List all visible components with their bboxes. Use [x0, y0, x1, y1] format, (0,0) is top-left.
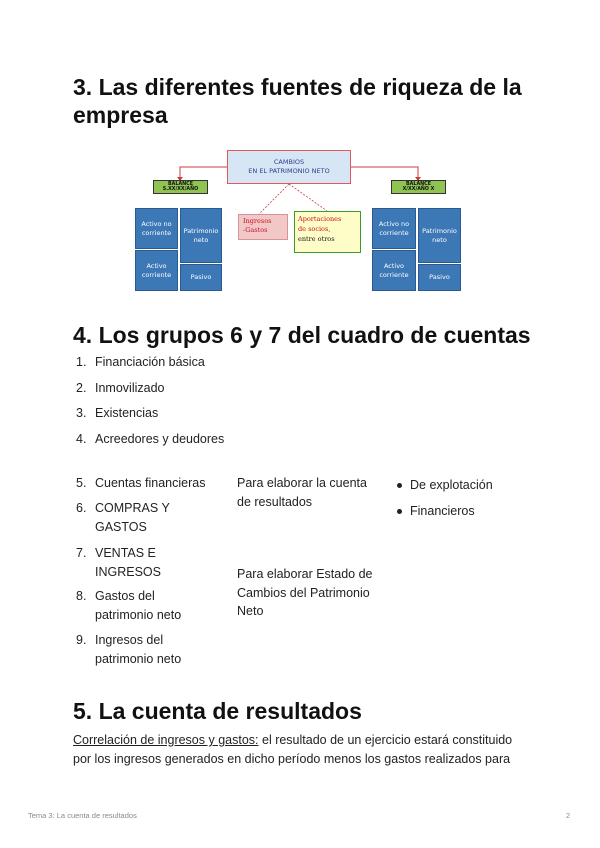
list-item: Financieros	[395, 502, 493, 521]
ingresos-gastos-box	[238, 214, 288, 240]
list-item-text: Ingresos del patrimonio neto	[95, 633, 182, 666]
list-item-number: 5.	[76, 476, 87, 490]
balance-left-label	[153, 180, 208, 194]
page-number: 2	[566, 811, 571, 820]
balance-right-label	[391, 180, 446, 194]
list-item-number: 2.	[76, 381, 87, 395]
left-pn-1: Patrimonio	[183, 226, 219, 235]
ingresos-line-2: -Gastos	[243, 226, 268, 234]
list-item: De explotación	[395, 476, 493, 495]
left-activo-corriente	[135, 250, 178, 291]
right-pasivo-label: Pasivo	[429, 273, 450, 281]
balance-left-line-2: S.XX/XX/AÑO	[162, 187, 199, 192]
list-item-text: Existencias	[95, 406, 159, 420]
balance-right-line-2: X/XX/AÑO X	[402, 187, 435, 192]
right-activo-no-corriente	[372, 208, 416, 249]
balance-right-line-1: BALANCE	[406, 182, 431, 187]
list-item-number: 8.	[76, 589, 87, 603]
resultados-bullets	[395, 476, 493, 528]
left-activo-no-corriente	[135, 208, 178, 249]
list-item-number: 4.	[76, 432, 87, 446]
note-estado-cambios: Para elaborar Estado de Cambios del Patrimonio Neto	[237, 567, 373, 618]
right-pn-1: Patrimonio	[422, 226, 457, 235]
section-5-heading: 5. La cuenta de resultados	[73, 698, 362, 724]
list-item-text: Financiación básica	[95, 355, 205, 369]
list-item-number: 7.	[76, 546, 87, 560]
left-pasivo	[180, 264, 222, 291]
footer-title: Tema 3: La cuenta de resultados	[28, 811, 137, 820]
left-ac-2: corriente	[141, 270, 172, 279]
right-ac-2: corriente	[379, 270, 409, 279]
list-item-number: 3.	[76, 406, 87, 420]
right-anc-2: corriente	[379, 228, 409, 237]
correlacion-term: Correlación de ingresos y gastos:	[73, 733, 259, 747]
list-item-number: 1.	[76, 355, 87, 369]
list-item-text: VENTAS E INGRESOS	[95, 546, 161, 579]
list-item-text: Gastos del patrimonio neto	[95, 589, 182, 622]
note-cuenta-resultados: Para elaborar la cuenta de resultados	[237, 476, 367, 509]
list-item-text: Inmovilizado	[95, 381, 165, 395]
patrimonio-diagram	[135, 148, 465, 296]
ingresos-line-1: Ingresos	[243, 217, 272, 225]
left-pn-2: neto	[193, 235, 209, 244]
center-line-2: EN EL PATRIMONIO NETO	[248, 167, 330, 175]
aport-line-1: Aportaciones	[298, 215, 342, 223]
balance-left-line-1: BALANCE	[168, 182, 193, 187]
aport-line-2: de socios,	[298, 225, 331, 233]
center-line-1: CAMBIOS	[273, 158, 305, 166]
right-pasivo	[418, 264, 461, 291]
correlacion-body: el resultado de un ejercicio estará constituido por los ingresos generados en dicho período menos los gastos realizados para	[73, 733, 513, 766]
section-3-heading: 3. Las diferentes fuentes de riqueza de la empresa	[73, 74, 522, 128]
left-pasivo-label: Pasivo	[190, 273, 212, 281]
right-ac-1: Activo	[383, 261, 405, 270]
list-item-number: 6.	[76, 501, 87, 515]
right-pn-2: neto	[432, 235, 447, 244]
list-item-text: Acreedores y deudores	[95, 432, 225, 446]
list-item-number: 9.	[76, 633, 87, 647]
left-anc-1: Activo no	[141, 219, 172, 228]
left-ac-1: Activo	[146, 261, 167, 270]
right-activo-corriente	[372, 250, 416, 291]
right-anc-1: Activo no	[378, 219, 410, 228]
list-item-text: Cuentas financieras	[95, 476, 206, 490]
section-5-paragraph	[73, 731, 533, 769]
left-patrimonio-neto	[180, 208, 222, 263]
list-item-text: COMPRAS Y GASTOS	[95, 501, 170, 534]
cambios-patrimonio-box	[227, 150, 351, 184]
aportaciones-box	[294, 211, 361, 253]
aport-line-3: entre otros	[298, 235, 335, 243]
left-anc-2: corriente	[141, 228, 172, 237]
section-4-heading: 4. Los grupos 6 y 7 del cuadro de cuentas	[73, 322, 531, 348]
right-patrimonio-neto	[418, 208, 461, 263]
